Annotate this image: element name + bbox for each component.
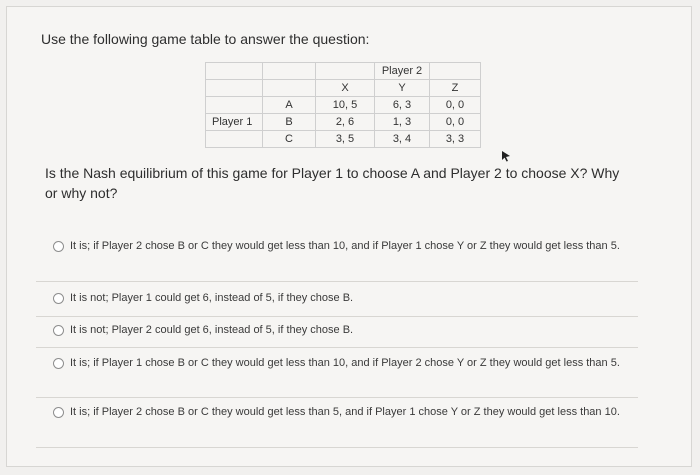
option-label: It is not; Player 1 could get 6, instead of 5, if they chose B. bbox=[70, 292, 354, 304]
table-row bbox=[206, 80, 481, 97]
payoff-cell: 3, 5 bbox=[316, 131, 375, 148]
payoff-cell: 2, 6 bbox=[316, 114, 375, 131]
option-label: It is; if Player 2 chose B or C they would get less than 5, and if Player 1 chose Y or Z they would get less than 10. bbox=[70, 406, 620, 418]
payoff-cell: 0, 0 bbox=[430, 97, 481, 114]
table-cell bbox=[206, 80, 263, 97]
radio-button[interactable] bbox=[53, 407, 64, 418]
row-label: B bbox=[263, 114, 316, 131]
radio-button[interactable] bbox=[53, 293, 64, 304]
radio-button[interactable] bbox=[53, 325, 64, 336]
answer-option[interactable] bbox=[36, 350, 638, 398]
table-row bbox=[206, 63, 481, 80]
payoff-cell: 3, 3 bbox=[430, 131, 481, 148]
payoff-cell: 1, 3 bbox=[375, 114, 430, 131]
table-cell bbox=[206, 63, 263, 80]
player1-label: Player 1 bbox=[206, 114, 263, 131]
table-cell bbox=[263, 63, 316, 80]
option-label: It is; if Player 2 chose B or C they would get less than 10, and if Player 1 chose Y or Z they would get less than 5. bbox=[70, 240, 620, 252]
table-cell bbox=[430, 63, 481, 80]
table-cell bbox=[206, 131, 263, 148]
game-table bbox=[205, 62, 481, 148]
answer-option[interactable] bbox=[36, 234, 638, 282]
table-cell bbox=[206, 97, 263, 114]
table-cell bbox=[316, 63, 375, 80]
answer-option[interactable] bbox=[36, 318, 638, 348]
question-text: Is the Nash equilibrium of this game for Player 1 to choose A and Player 2 to choose X? Why or why not? bbox=[45, 165, 620, 201]
table-cell bbox=[263, 80, 316, 97]
answer-option[interactable] bbox=[36, 286, 638, 317]
row-label: C bbox=[263, 131, 316, 148]
option-label: It is; if Player 1 chose B or C they would get less than 10, and if Player 2 chose Y or Z they would get less than 5. bbox=[70, 357, 620, 369]
payoff-cell: 0, 0 bbox=[430, 114, 481, 131]
answer-option[interactable] bbox=[36, 398, 638, 448]
option-label: It is not; Player 2 could get 6, instead of 5, if they chose B. bbox=[70, 324, 354, 336]
row-label: A bbox=[263, 97, 316, 114]
column-header: Y bbox=[375, 80, 430, 97]
player2-label: Player 2 bbox=[375, 63, 430, 80]
intro-text: Use the following game table to answer the question: bbox=[41, 31, 370, 47]
table-row bbox=[206, 114, 481, 131]
payoff-cell: 10, 5 bbox=[316, 97, 375, 114]
column-header: Z bbox=[430, 80, 481, 97]
table-row bbox=[206, 97, 481, 114]
radio-button[interactable] bbox=[53, 358, 64, 369]
column-header: X bbox=[316, 80, 375, 97]
radio-button[interactable] bbox=[53, 241, 64, 252]
table-row bbox=[206, 131, 481, 148]
payoff-cell: 6, 3 bbox=[375, 97, 430, 114]
mouse-cursor-icon bbox=[500, 150, 512, 162]
payoff-cell: 3, 4 bbox=[375, 131, 430, 148]
